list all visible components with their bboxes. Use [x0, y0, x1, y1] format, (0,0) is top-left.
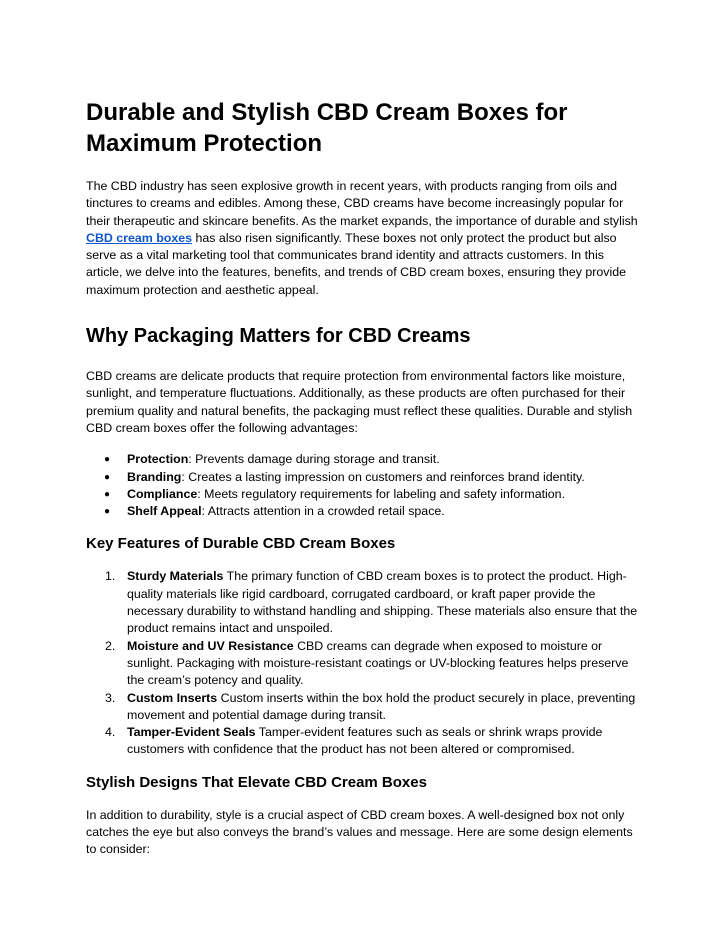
intro-text-before-link: The CBD industry has seen explosive growth in recent years, with products ranging from oils and tinctures to creams and edibles. Among these, CBD creams have become increasingly popular for their therapeutic and skincare benefits. As the market expands, the importance of durable and stylish	[86, 179, 638, 228]
list-item	[105, 638, 640, 690]
list-item-text: : Prevents damage during storage and transit.	[188, 452, 440, 467]
features-list	[86, 568, 640, 758]
list-item-number: 3.	[105, 690, 116, 705]
list-item-text: : Attracts attention in a crowded retail space.	[201, 504, 445, 519]
list-item-term: Compliance	[127, 486, 198, 501]
intro-paragraph	[86, 178, 640, 299]
list-item-text: : Creates a lasting impression on customers and reinforces brand identity.	[181, 469, 585, 484]
list-item-number: 4.	[105, 725, 116, 740]
section-heading-stylish-designs: Stylish Designs That Elevate CBD Cream Boxes	[86, 773, 427, 791]
list-item	[105, 690, 640, 725]
list-item-text: : Meets regulatory requirements for labeling and safety information.	[197, 486, 566, 501]
list-item-number: 2.	[105, 638, 116, 653]
list-item-text: Custom inserts within the box hold the product securely in place, preventing movement and potential damage during transit.	[127, 690, 636, 722]
section3-paragraph: In addition to durability, style is a crucial aspect of CBD cream boxes. A well-designed box not only catches the eye but also conveys the brand’s values and message. Here are some design elements to consider:	[86, 807, 633, 857]
section-heading-key-features: Key Features of Durable CBD Cream Boxes	[86, 535, 396, 553]
list-item-term: Moisture and UV Resistance	[127, 638, 294, 653]
advantages-list	[86, 451, 640, 520]
section1-paragraph: CBD creams are delicate products that require protection from environmental factors like moisture, sunlight, and temperature fluctuations. Additionally, as these products are often purchased for their premium quality and natural benefits, the packaging must reflect these qualities. Durable and stylish CBD cream boxes offer the following advantages:	[86, 369, 633, 435]
list-item	[105, 568, 640, 637]
list-item	[127, 469, 640, 486]
list-item	[105, 724, 640, 759]
list-item-term: Shelf Appeal	[127, 504, 202, 519]
list-item-term: Sturdy Materials	[127, 569, 224, 584]
list-item-term: Branding	[127, 469, 182, 484]
page-title: Durable and Stylish CBD Cream Boxes for Maximum Protection	[86, 99, 568, 157]
section-heading-why-packaging: Why Packaging Matters for CBD Creams	[86, 325, 471, 348]
list-item-term: Tamper-Evident Seals	[127, 725, 256, 740]
list-item-text: CBD creams can degrade when exposed to moisture or sunlight. Packaging with moisture-resistant coatings or UV-blocking features helps preserve the cream’s potency and quality.	[127, 638, 629, 688]
list-item-text: Tamper-evident features such as seals or shrink wraps provide customers with confidence that the product has not been altered or compromised.	[127, 725, 603, 757]
list-item-term: Protection	[127, 452, 189, 467]
intro-text-after-link: has also risen significantly. These boxes not only protect the product but also serve as a vital marketing tool that communicates brand identity and attracts customers. In this article, we delve into the features, benefits, and trends of CBD cream boxes, ensuring they provide maximum protection and aesthetic appeal.	[86, 230, 626, 297]
list-item	[127, 486, 640, 503]
list-item-number: 1.	[105, 569, 116, 584]
list-item	[127, 503, 640, 520]
cbd-cream-boxes-link[interactable]: CBD cream boxes	[86, 230, 193, 245]
list-item-text: The primary function of CBD cream boxes is to protect the product. High-quality materials like rigid cardboard, corrugated cardboard, or kraft paper provide the necessary durability to withstand handling and shipping. These materials also ensure that the product remains intact and unspoiled.	[127, 569, 638, 636]
list-item	[127, 451, 640, 468]
list-item-term: Custom Inserts	[127, 690, 218, 705]
